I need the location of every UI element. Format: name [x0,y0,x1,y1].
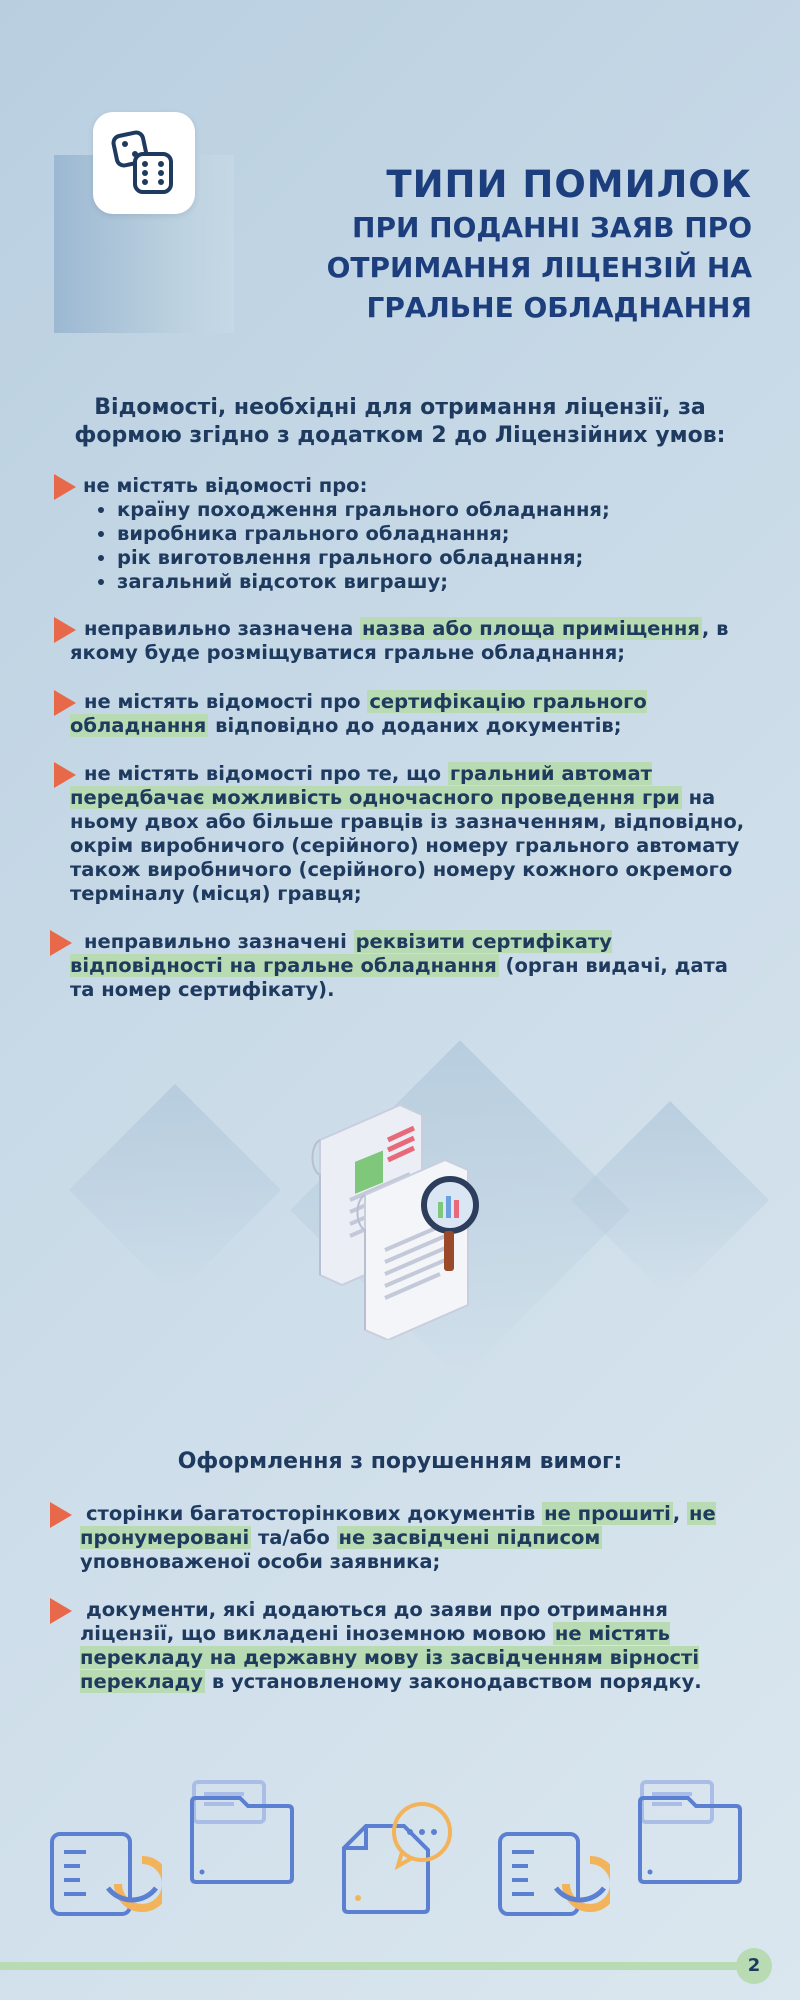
folder-icon [636,1780,746,1886]
bullet-item: • рік виготовлення грального обладнання; [117,546,743,570]
item-text: неправильно зазначена [84,617,361,640]
document-chart-icon [498,1826,610,1918]
section2-item-1 [80,1502,730,1574]
bullet-list [83,498,743,594]
section2-heading: Оформлення з порушенням вимог: [177,1449,623,1474]
folder-icon [188,1780,298,1886]
item-text: в установленому законодавством порядку. [205,1670,702,1693]
section1-item-1 [83,474,743,594]
section2-item-2 [80,1598,730,1694]
section1-item-5 [70,930,750,1002]
item-highlight: сертифікацію грального обладнання [70,690,647,737]
arrow-marker-icon [50,930,72,956]
document-chat-icon [340,1796,460,1916]
item-text: не містять відомості про те, що [84,762,448,785]
dice-icon [111,128,177,198]
section1-item-4 [70,762,750,906]
item-highlight: реквізити сертифікату відповідності на гральне обладнання [70,930,612,977]
arrow-marker-icon [50,1502,72,1528]
item-text: , [672,1502,687,1525]
section1-heading-line1: Відомості, необхідні для отримання ліцензії, за [94,395,706,420]
section1-heading [60,394,740,450]
item-highlight: не прошиті [544,1502,671,1525]
item-text: та/або [251,1526,337,1549]
bullet-item: • загальний відсоток виграшу; [117,570,743,594]
item-text: неправильно зазначені [84,930,354,953]
item-highlight: не пронумеровані [80,1502,716,1549]
title-line-2: ОТРИМАННЯ ЛІЦЕНЗІЙ НА [326,251,752,284]
item-text: відповідно до доданих документів; [208,714,622,737]
title-line-1: ПРИ ПОДАННІ ЗАЯВ ПРО [352,211,752,244]
item-highlight: гральний автомат передбачає можливість одночасного проведення гри [70,762,680,809]
bullet-item: • країну походження грального обладнання; [117,498,743,522]
item-highlight: назва або площа приміщення [362,617,700,640]
item-text: документи, які додаються до заяви про отримання ліцензії, що викладені іноземною мовою [80,1598,668,1645]
item-text: уповноваженої особи заявника; [80,1550,441,1573]
item-text: не містять відомості про [84,690,368,713]
arrow-marker-icon [54,474,76,500]
item-text: (орган видачі, дата та номер сертифікату). [70,954,728,1001]
page-number-badge: 2 [736,1948,772,1984]
arrow-marker-icon [50,1598,72,1624]
decor-diamond [69,1084,281,1296]
title-main: ТИПИ ПОМИЛОК [386,163,752,206]
item-lead: не містять відомості про: [83,474,368,497]
item-highlight: не містять перекладу на державну мову із засвідченням вірності перекладу [80,1622,700,1693]
bullet-item: • виробника грального обладнання; [117,522,743,546]
item-text: сторінки багатосторінкових документів [86,1502,543,1525]
item-highlight: не засвідчені підписом [338,1526,601,1549]
item-text: на ньому двох або більше гравців із зазначенням, відповідно, окрім виробничого (серійного) номеру грального автомату також виробничого (серійного) номеру кожного окремого терміналу (місця) гравця; [70,786,745,905]
section1-item-2 [70,617,750,665]
page-title [327,162,752,328]
dice-tile [93,112,195,214]
section1-item-3 [70,690,750,738]
decor-diamond [571,1101,769,1299]
document-magnifier-icon [310,1100,490,1340]
footer-bar [0,1962,745,1970]
section1-heading-line2: формою згідно з додатком 2 до Ліцензійних умов: [74,423,726,448]
document-chart-icon [50,1826,162,1918]
item-text: , в якому буде розміщуватися гральне обладнання; [70,617,729,664]
title-line-3: ГРАЛЬНЕ ОБЛАДНАННЯ [366,291,752,324]
